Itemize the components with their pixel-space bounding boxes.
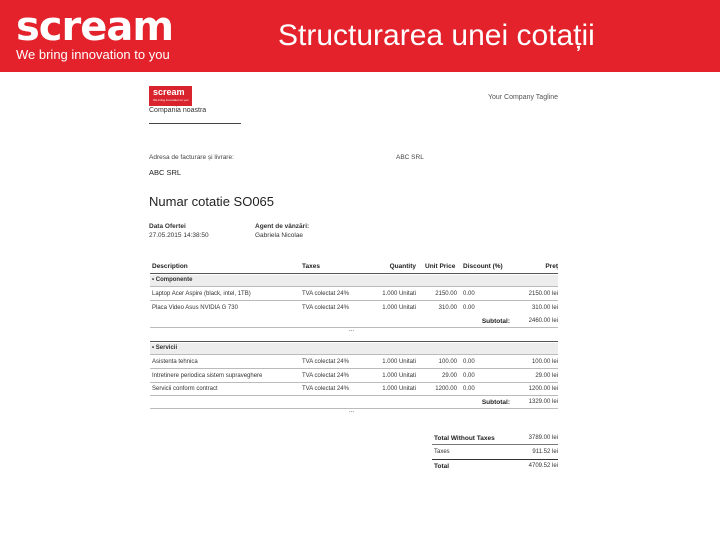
table-row-taxes: TVA colectat 24% (302, 291, 349, 297)
totals-divider (432, 459, 558, 460)
agent-label: Agent de vânzări: (255, 223, 310, 230)
date-label: Data Ofertei (149, 223, 186, 230)
table-row-price: 310.00 lei (531, 305, 558, 311)
table-row-unit-price: 100.00 (438, 359, 457, 365)
table-row-taxes: TVA colectat 24% (302, 305, 349, 311)
table-row-unit-price: 2150.00 (435, 291, 457, 297)
grand-total-value: 4709.52 lei (528, 463, 558, 469)
table-row-taxes: TVA colectat 24% (302, 359, 349, 365)
table-row-unit-price: 310.00 (438, 305, 457, 311)
table-row-price: 100.00 lei (531, 359, 558, 365)
column-header-price: Preț (545, 263, 558, 270)
table-row-price: 2150.00 lei (528, 291, 558, 297)
table-header-divider (150, 273, 558, 274)
table-row-price: 1200.00 lei (528, 386, 558, 392)
section-bar (150, 275, 558, 286)
section-title-servicii: • Servicii (152, 345, 178, 351)
subtotal-label: Subtotal: (481, 318, 510, 325)
total-without-taxes-label: Total Without Taxes (434, 435, 495, 442)
table-row-quantity: 1.000 Unitati (382, 305, 416, 311)
section-ellipsis: ... (349, 327, 355, 333)
subtotal-value: 2460.00 lei (528, 318, 558, 324)
table-row-description: Placa Video Asus NVIDIA G 730 (152, 305, 238, 311)
section-title-componente: • Componente (152, 277, 193, 283)
section-ellipsis: ... (349, 408, 355, 414)
billing-label: Adresa de facturare și livrare: (149, 154, 234, 161)
total-without-taxes-value: 3789.00 lei (528, 435, 558, 441)
row-divider (150, 382, 558, 383)
table-row-quantity: 1.000 Unitati (382, 386, 416, 392)
document-logo-tagline: We bring innovation to you (153, 98, 189, 102)
table-row-taxes: TVA colectat 24% (302, 386, 349, 392)
document-logo (149, 86, 192, 106)
row-divider (150, 354, 558, 355)
table-row-discount: 0.00 (463, 386, 475, 392)
row-divider (150, 286, 558, 287)
quotation-document (140, 84, 564, 484)
table-row-price: 29.00 lei (535, 373, 558, 379)
row-divider (150, 368, 558, 369)
table-row-description: Laptop Acer Aspire (black, intel, 1TB) (152, 291, 251, 297)
company-tagline: Your Company Tagline (487, 94, 558, 101)
totals-divider (432, 444, 558, 445)
section-bar (150, 343, 558, 354)
section-divider (150, 341, 558, 342)
table-row-unit-price: 1200.00 (435, 386, 457, 392)
slide-title: Structurarea unei cotații (278, 19, 595, 52)
column-header-description: Description (152, 263, 188, 270)
brand-name: scream (16, 4, 174, 50)
table-row-quantity: 1.000 Unitati (382, 373, 416, 379)
taxes-label: Taxes (434, 449, 450, 455)
table-row-taxes: TVA colectat 24% (302, 373, 349, 379)
column-header-discount: Discount (%) (463, 263, 503, 270)
table-row-unit-price: 29.00 (441, 373, 457, 379)
table-row-description: Intretinere periodica sistem supraveghere (152, 373, 263, 379)
grand-total-label: Total (434, 463, 450, 470)
row-divider (150, 395, 558, 396)
brand-logo (16, 6, 173, 62)
company-name: Compania noastra (149, 107, 207, 114)
subtotal-label: Subtotal: (481, 399, 510, 406)
subtotal-value: 1329.00 lei (528, 399, 558, 405)
quote-title: Numar cotatie SO065 (149, 194, 275, 209)
taxes-value: 911.52 lei (532, 449, 558, 455)
table-row-discount: 0.00 (463, 359, 475, 365)
date-value: 27.05.2015 14:38:50 (149, 232, 209, 239)
document-logo-text: scream (153, 87, 185, 97)
table-row-discount: 0.00 (463, 305, 475, 311)
column-header-quantity: Quantity (389, 263, 416, 270)
brand-tagline: We bring innovation to you (16, 47, 170, 62)
company-divider (149, 123, 241, 124)
table-row-description: Asistenta tehnica (152, 359, 198, 365)
table-row-discount: 0.00 (463, 373, 475, 379)
header-bar (0, 0, 720, 72)
agent-value: Gabriela Nicolae (255, 232, 304, 239)
billing-right: ABC SRL (396, 154, 424, 161)
row-divider (150, 300, 558, 301)
column-header-taxes: Taxes (302, 263, 320, 270)
table-row-description: Servicii conform contract (152, 386, 218, 392)
table-row-discount: 0.00 (463, 291, 475, 297)
column-header-unit-price: Unit Price (425, 263, 456, 270)
table-row-quantity: 1.000 Unitati (382, 359, 416, 365)
table-row-quantity: 1.000 Unitati (382, 291, 416, 297)
billing-name: ABC SRL (149, 168, 182, 177)
